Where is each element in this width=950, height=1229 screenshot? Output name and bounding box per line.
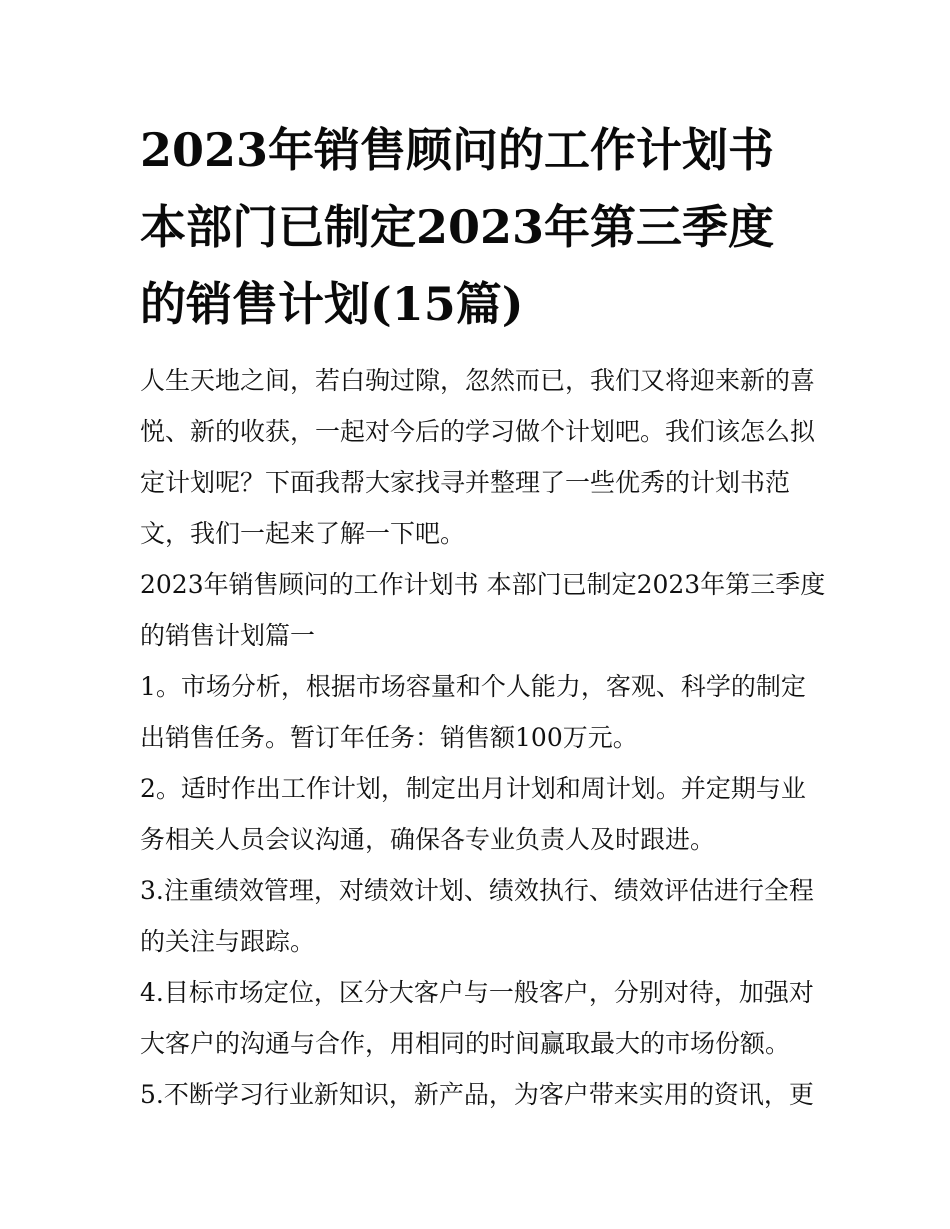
text-line: 出销售任务。暂订年任务：销售额100万元。 bbox=[140, 723, 638, 752]
text-line: 4.目标市场定位，区分大客户与一般客户，分别对待，加强对 bbox=[140, 978, 814, 1007]
list-item-4 bbox=[140, 967, 814, 1069]
text-line: 大客户的沟通与合作，用相同的时间赢取最大的市场份额。 bbox=[140, 1029, 791, 1058]
text-line: 务相关人员会议沟通，确保各专业负责人及时跟进。 bbox=[140, 825, 716, 854]
title-line: 的销售计划(15篇) bbox=[140, 277, 524, 331]
text-line: 定计划呢？下面我帮大家找寻并整理了一些优秀的计划书范 bbox=[140, 468, 791, 497]
list-item-2 bbox=[140, 763, 810, 865]
text-line: 1。市场分析，根据市场容量和个人能力，客观、科学的制定 bbox=[140, 672, 806, 701]
text-line: 5.不断学习行业新知识，新产品，为客户带来实用的资讯，更 bbox=[140, 1080, 814, 1109]
section-heading-paragraph bbox=[140, 559, 826, 661]
text-line: 2023年销售顾问的工作计划书 本部门已制定2023年第三季度 bbox=[140, 570, 826, 599]
text-line: 的关注与跟踪。 bbox=[140, 927, 316, 956]
document-page bbox=[140, 112, 826, 1120]
title-line: 本部门已制定2023年第三季度 bbox=[140, 200, 775, 254]
text-line: 的销售计划篇一 bbox=[140, 621, 316, 650]
intro-paragraph bbox=[140, 355, 816, 559]
text-line: 文，我们一起来了解一下吧。 bbox=[140, 519, 466, 548]
list-item-5 bbox=[140, 1069, 814, 1120]
document-body bbox=[140, 355, 826, 1120]
list-item-1 bbox=[140, 661, 810, 763]
text-line: 3.注重绩效管理，对绩效计划、绩效执行、绩效评估进行全程 bbox=[140, 876, 814, 905]
list-item-3 bbox=[140, 865, 814, 967]
text-line: 人生天地之间，若白驹过隙，忽然而已，我们又将迎来新的喜 bbox=[140, 366, 816, 395]
text-line: 悦、新的收获，一起对今后的学习做个计划吧。我们该怎么拟 bbox=[140, 417, 816, 446]
text-line: 2。适时作出工作计划，制定出月计划和周计划。并定期与业 bbox=[140, 774, 806, 803]
title-line: 2023年销售顾问的工作计划书 bbox=[140, 123, 775, 177]
document-title bbox=[140, 112, 810, 343]
